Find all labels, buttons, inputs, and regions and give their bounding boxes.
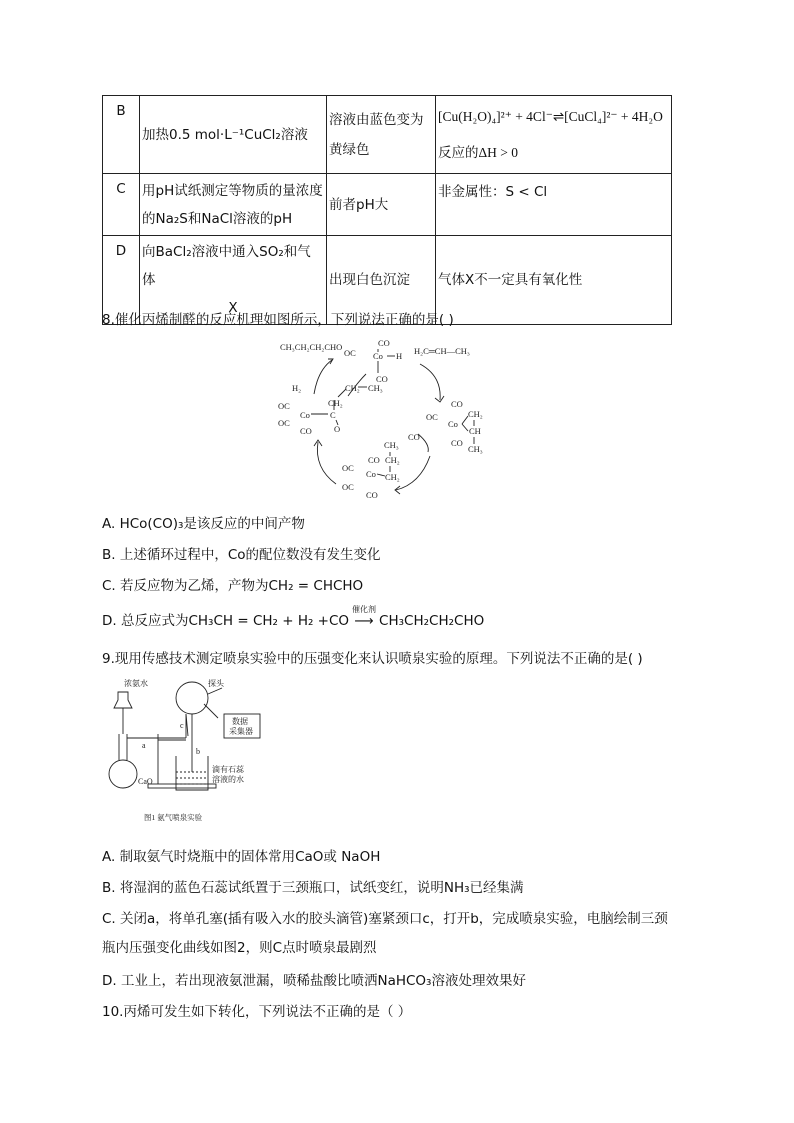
cao-label: CaO [138,777,153,786]
question-9-stem: 9.现用传感技术测定喷泉实验中的压强变化来认识喷泉实验的原理。下列说法不正确的是( ) [102,651,643,667]
ch-label: CH [469,426,481,436]
probe-label: 探头 [208,679,224,688]
ch3-label: CH₃ [468,444,483,454]
conclusion-line: 反应的ΔH > 0 [438,144,519,160]
operation-line: X [228,300,238,316]
valve-b-label: b [196,747,200,756]
q9-option-d: D. 工业上，若出现液氨泄漏，喷稀盐酸比喷洒NaHCO₃溶液处理效果好 [102,973,526,989]
ch2-label: CH₂ [468,409,483,419]
ch2-label: CH₂ [345,383,360,393]
table-row [103,174,672,236]
h2-label: H₂ [292,383,302,393]
ch2-label: CH₂ [385,472,400,482]
row-letter: C [103,174,140,236]
oc-label: OC [342,482,354,492]
o-atom: O [334,424,341,434]
catalyst-label: 催化剂 [352,605,377,614]
oc-label: OC [344,348,356,358]
option-d-product: CH₃CH₂CH₂CHO [379,613,485,629]
q9-option-c: C. 关闭a，将单孔塞(插有吸入水的胶头滴管)塞紧颈口c，打开b，完成喷泉实验，电脑绘制三颈 [102,911,668,927]
ch3-label: CH₃ [384,440,399,450]
c-atom: C [330,410,336,420]
row-letter: B [103,96,140,174]
oc-label: OC [342,463,354,473]
q8-option-b: B. 上述循环过程中，Co的配位数没有发生变化 [102,547,381,563]
q8-option-d [102,605,485,629]
co-label: CO [451,438,463,448]
co-label: CO [300,426,312,436]
co-label: CO [366,490,378,500]
oc-label: OC [278,401,290,411]
q9-option-a: A. 制取氨气时烧瓶中的固体常用CaO或 NaOH [102,849,381,865]
valve-a-label: a [142,741,146,750]
operation-line: 向BaCl₂溶液中通入SO₂和气体 [142,244,311,288]
fountain-experiment-figure [104,674,269,829]
co-label: CO [376,374,388,384]
neck-c-label: c [180,721,184,730]
h-atom: H [396,351,403,361]
co-atom: Co [448,419,458,429]
question-10-stem: 10.丙烯可发生如下转化，下列说法不正确的是（ ） [102,1004,412,1020]
ch2-label: CH₂ [328,398,343,408]
data-logger-label: 采集器 [229,727,253,736]
conclusion-cell: 气体X不一定具有氧化性 [436,236,672,325]
options-table [102,95,672,325]
figure-caption: 图1 氨气喷泉实验 [144,813,203,822]
co-atom: Co [366,469,376,479]
oc-label: OC [426,412,438,422]
conclusion-cell [436,96,672,174]
reaction-arrow: 催化剂 ⟶ [349,613,379,629]
q9-option-c-cont: 瓶内压强变化曲线如图2，则C点时喷泉最剧烈 [102,940,377,956]
co-label: CO [378,338,390,348]
q8-option-a: A. HCo(CO)₃是该反应的中间产物 [102,516,305,532]
operation-cell: 加热0.5 mol·L⁻¹CuCl₂溶液 [140,96,327,174]
co-atom: Co [300,410,310,420]
table-row [103,96,672,174]
co-label: CO [451,399,463,409]
phenomenon-cell: 前者pH大 [327,174,436,236]
conclusion-line: [Cu(H₂O)₄]²⁺ + 4Cl⁻⇌[CuCl₄]²⁻ + 4H₂O [438,108,663,124]
q9-option-b: B. 将湿润的蓝色石蕊试纸置于三颈瓶口，试纸变红，说明NH₃已经集满 [102,880,524,896]
phenomenon-cell: 出现白色沉淀 [327,236,436,325]
product-label: CH₃CH₂CH₂CHO [280,342,343,352]
co-atom: Co [373,351,383,361]
co-label: CO [408,432,420,442]
option-d-reactants: D. 总反应式为CH₃CH = CH₂ + H₂ +CO [102,613,350,629]
conclusion-cell: 非金属性：S < Cl [436,174,672,236]
q8-option-c: C. 若反应物为乙烯，产物为CH₂ = CHCHO [102,578,364,594]
row-letter: D [103,236,140,325]
propene-label: H₂C═CH—CH₃ [414,346,470,356]
ch3-label: CH₃ [368,383,383,393]
catalytic-cycle-diagram [270,334,490,506]
solution-label: 溶液的水 [212,775,244,784]
data-logger-label: 数据 [232,717,248,726]
co-label: CO [368,455,380,465]
phenomenon-cell: 溶液由蓝色变为黄绿色 [327,96,436,174]
question-8-stem: 8.催化丙烯制醛的反应机理如图所示，下列说法正确的是( ) [102,312,454,328]
ammonia-label: 浓氨水 [124,679,148,688]
solution-label: 滴有石蕊 [212,765,244,774]
ch2-label: CH₂ [385,455,400,465]
operation-cell: 用pH试纸测定等物质的量浓度的Na₂S和NaCl溶液的pH [140,174,327,236]
oc-label: OC [278,418,290,428]
